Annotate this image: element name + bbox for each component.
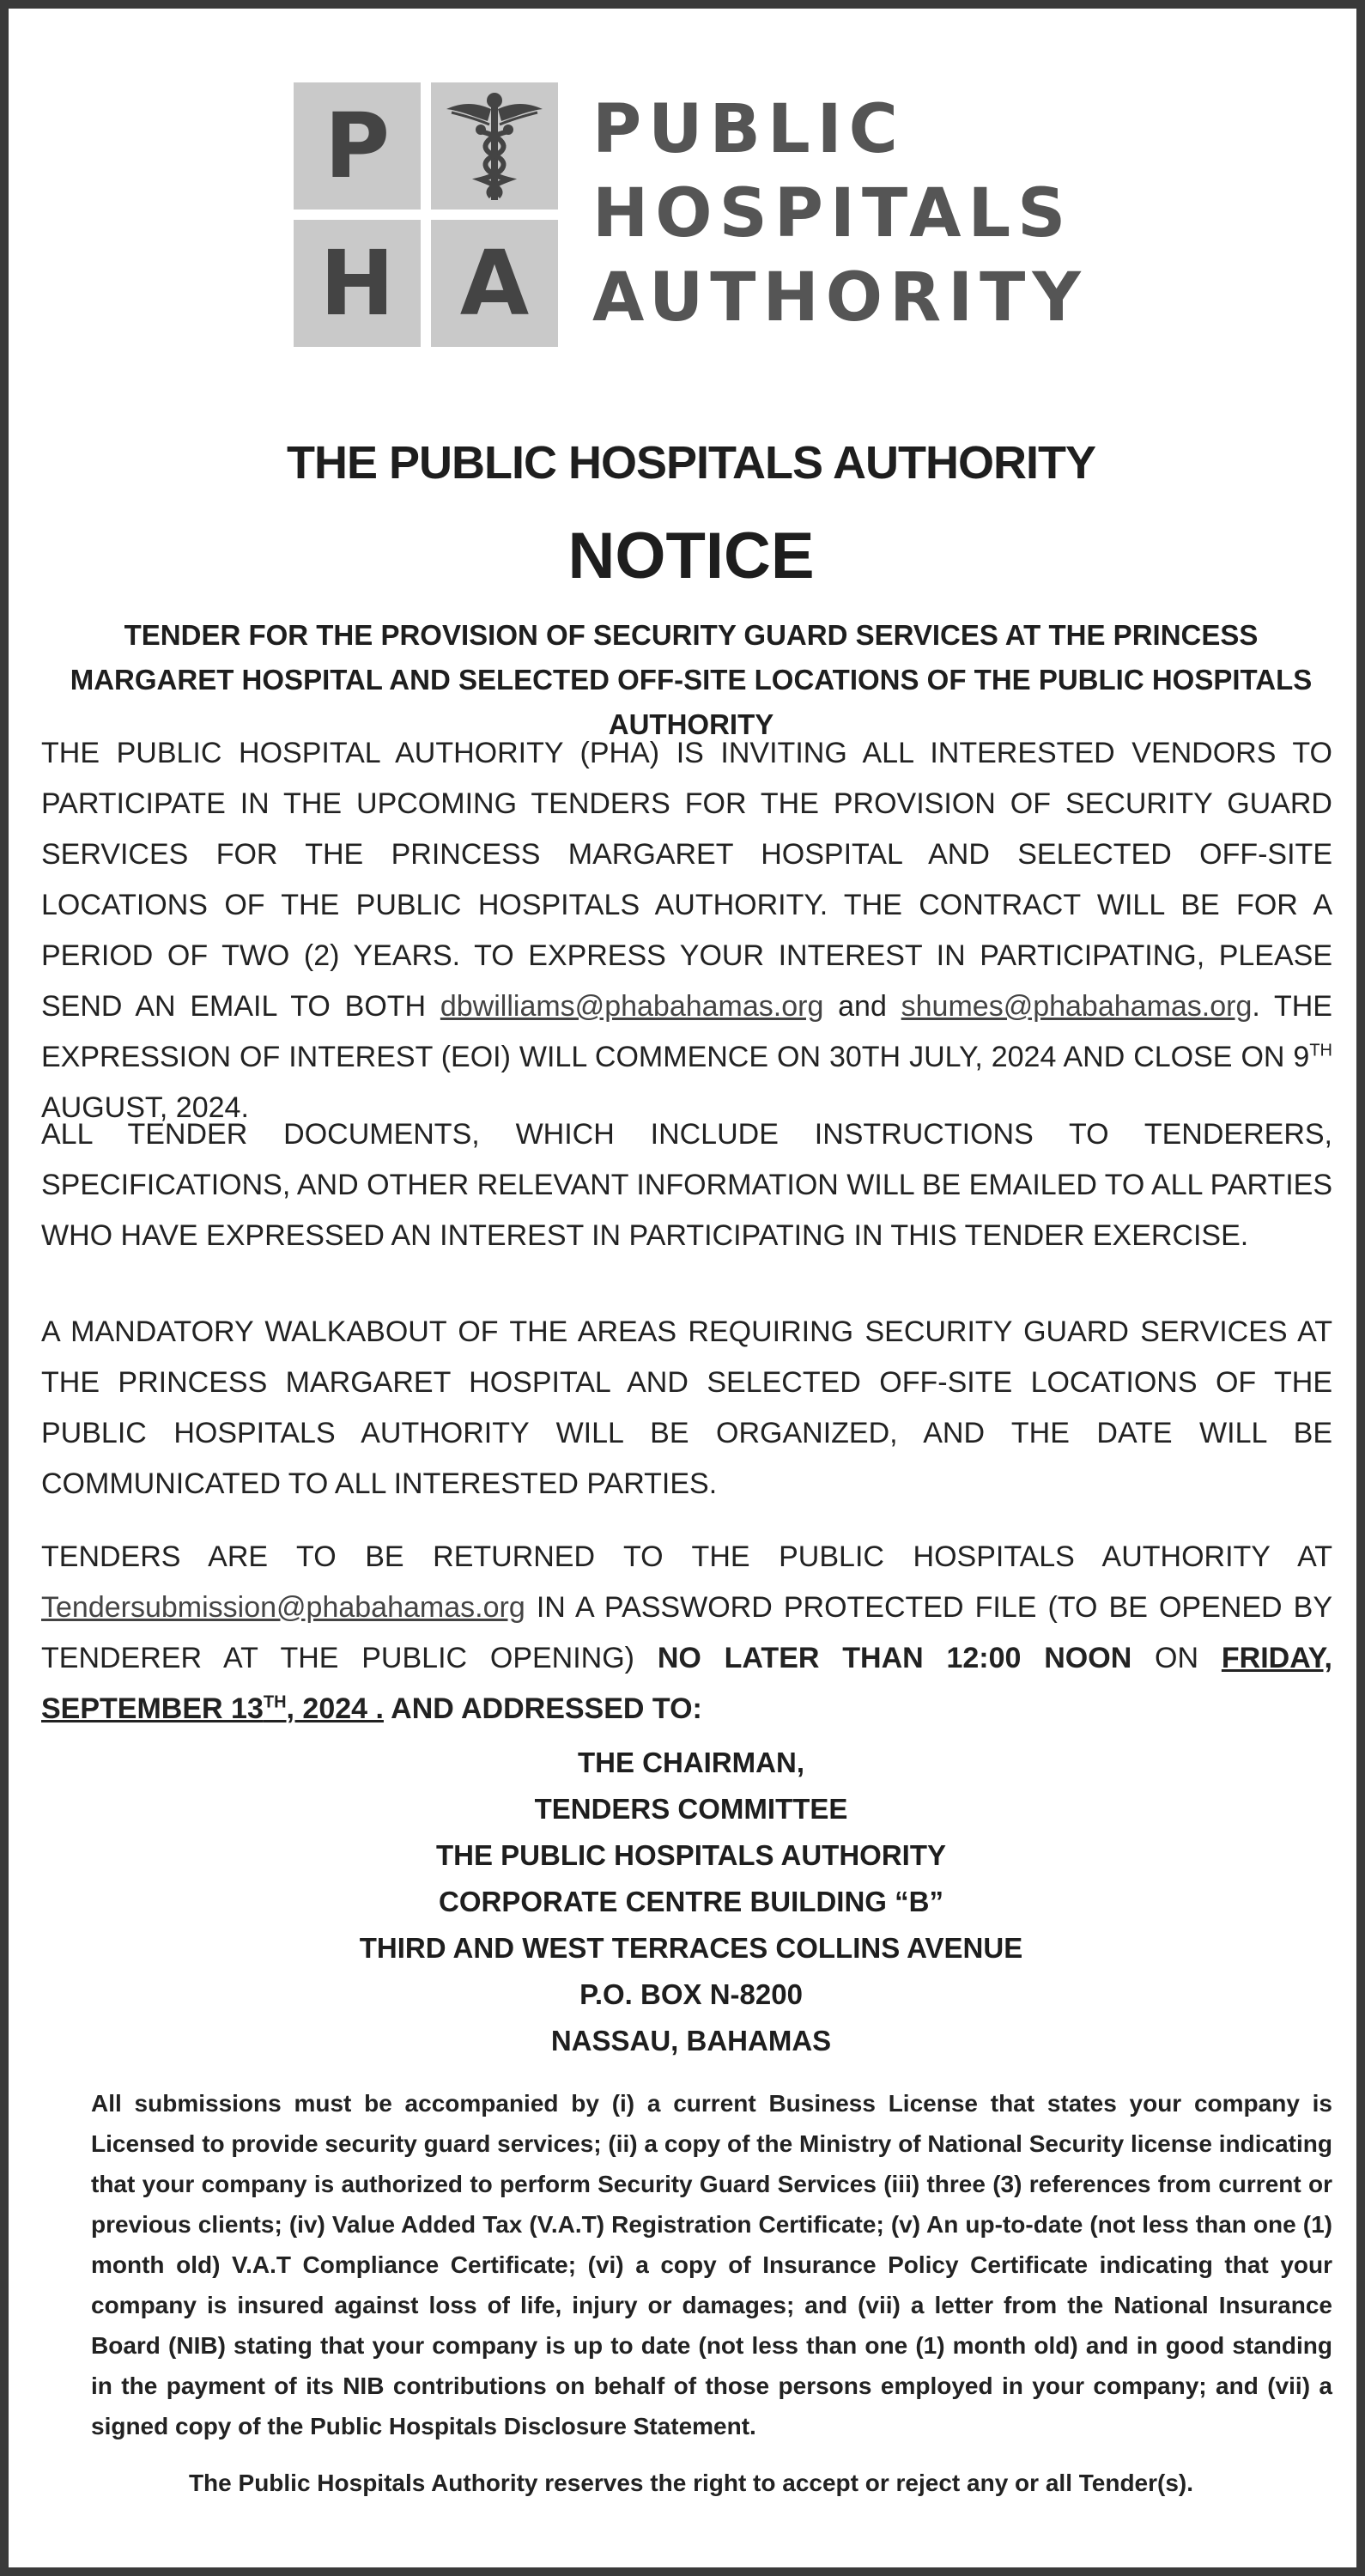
and-text: and: [823, 990, 901, 1023]
ordinal-suffix: TH: [1309, 1041, 1332, 1060]
address-line: THE CHAIRMAN,: [578, 1747, 804, 1778]
on-text: ON: [1131, 1642, 1222, 1674]
deadline-date-suffix: TH: [263, 1692, 287, 1712]
addressed-text: AND ADDRESSED TO:: [383, 1692, 702, 1725]
tender-title: TENDER FOR THE PROVISION OF SECURITY GUARD SERVICES AT THE PRINCESS MARGARET HOSPITAL AND SELECTED OFF-SITE LOCATIONS OF THE PUBLIC HOSPITALS AUTHORITY: [70, 619, 1313, 740]
logo-word-hospitals: HOSPITALS: [592, 175, 1073, 252]
walkabout-paragraph: A MANDATORY WALKABOUT OF THE AREAS REQUIRING SECURITY GUARD SERVICES AT THE PRINCESS MARGARET HOSPITAL AND SELECTED OFF-SITE LOCATIONS OF THE PUBLIC HOSPITALS AUTHORITY WILL BE ORGANIZED, AND THE DATE WILL BE COMMUNICATED TO ALL INTERESTED PARTIES.: [41, 1315, 1332, 1500]
documents-paragraph: ALL TENDER DOCUMENTS, WHICH INCLUDE INSTRUCTIONS TO TENDERERS, SPECIFICATIONS, AND OTHER RELEVANT INFORMATION WILL BE EMAILED TO ALL PARTIES WHO HAVE EXPRESSED AN INTEREST IN PARTICIPATING IN THIS TENDER EXERCISE.: [41, 1118, 1332, 1252]
submission-text: TENDERS ARE TO BE RETURNED TO THE PUBLIC HOSPITALS AUTHORITY AT: [41, 1540, 1332, 1573]
invitation-paragraph: [41, 728, 1332, 1133]
deadline-date-a: FRIDAY, SEPTEMBER 13: [41, 1642, 1332, 1725]
reservation-statement: The Public Hospitals Authority reserves the right to accept or reject any or all Tender(s).: [188, 2470, 1194, 2496]
email-link-shumes[interactable]: shumes@phabahamas.org: [901, 990, 1253, 1023]
email-link-dbwilliams[interactable]: dbwilliams@phabahamas.org: [440, 990, 824, 1023]
caduceus-icon: [443, 90, 546, 202]
address-line: TENDERS COMMITTEE: [534, 1793, 848, 1825]
logo-tile-emblem: [431, 82, 558, 210]
address-block: [9, 1740, 1365, 2064]
logo-tile-grid: [294, 82, 558, 347]
logo-word-authority: AUTHORITY: [592, 259, 1088, 337]
authority-heading: THE PUBLIC HOSPITALS AUTHORITY: [287, 437, 1095, 489]
address-line: THE PUBLIC HOSPITALS AUTHORITY: [436, 1839, 946, 1871]
invitation-text: THE PUBLIC HOSPITAL AUTHORITY (PHA) IS INVITING ALL INTERESTED VENDORS TO PARTICIPATE IN THE UPCOMING TENDERS FOR THE PROVISION OF SECURITY GUARD SERVICES FOR THE PRINCESS MARGARET HOSPITAL AND SELECTED OFF-SITE LOCATIONS OF THE PUBLIC HOSPITALS AUTHORITY. THE CONTRACT WILL BE FOR A PERIOD OF TWO (2) YEARS. TO EXPRESS YOUR INTEREST IN PARTICIPATING, PLEASE SEND AN EMAIL TO BOTH: [41, 737, 1332, 1023]
address-line: THIRD AND WEST TERRACES COLLINS AVENUE: [359, 1932, 1023, 1964]
email-link-tendersubmission[interactable]: Tendersubmission@phabahamas.org: [41, 1591, 525, 1624]
deadline-date-b: , 2024 .: [286, 1692, 384, 1725]
address-line: NASSAU, BAHAMAS: [550, 2025, 832, 2057]
requirements-paragraph: All submissions must be accompanied by (i) a current Business License that states your company is Licensed to provide security guard services; (ii) a copy of the Ministry of National Security license indicating that your company is authorized to perform Security Guard Services (iii) three (3) references from current or previous clients; (iv) Value Added Tax (V.A.T) Registration Certificate; (v) An up-to-date (not less than one (1) month old) V.A.T Compliance Certificate; (vi) a copy of Insurance Policy Certificate indicating that your company is insured against loss of life, injury or damages; and (vii) a letter from the National Insurance Board (NIB) stating that your company is up to date (not less than one (1) month old) and in good standing in the payment of its NIB contributions on behalf of those persons employed in your company; and (vii) a signed copy of the Public Hospitals Disclosure Statement.: [91, 2090, 1332, 2439]
logo-wordmark: [592, 88, 1088, 340]
deadline-text: NO LATER THAN 12:00 NOON: [657, 1642, 1132, 1674]
logo-tile-a: A: [431, 220, 558, 347]
eoi-text: . THE EXPRESSION OF INTEREST (EOI) WILL COMMENCE ON 30TH JULY, 2024 AND CLOSE ON 9: [41, 990, 1332, 1073]
eoi-close-text: AUGUST, 2024.: [41, 1091, 249, 1124]
logo-tile-h: H: [294, 220, 421, 347]
submission-paragraph: [41, 1532, 1332, 1735]
address-line: P.O. BOX N-8200: [579, 1978, 803, 2010]
password-text: IN A PASSWORD PROTECTED FILE (TO BE OPENED BY TENDERER AT THE PUBLIC OPENING): [41, 1591, 1332, 1674]
pha-logo: [294, 82, 1109, 347]
logo-word-public: PUBLIC: [592, 91, 905, 168]
notice-heading: NOTICE: [567, 519, 815, 592]
address-line: CORPORATE CENTRE BUILDING “B”: [439, 1886, 943, 1917]
logo-tile-p: P: [294, 82, 421, 210]
